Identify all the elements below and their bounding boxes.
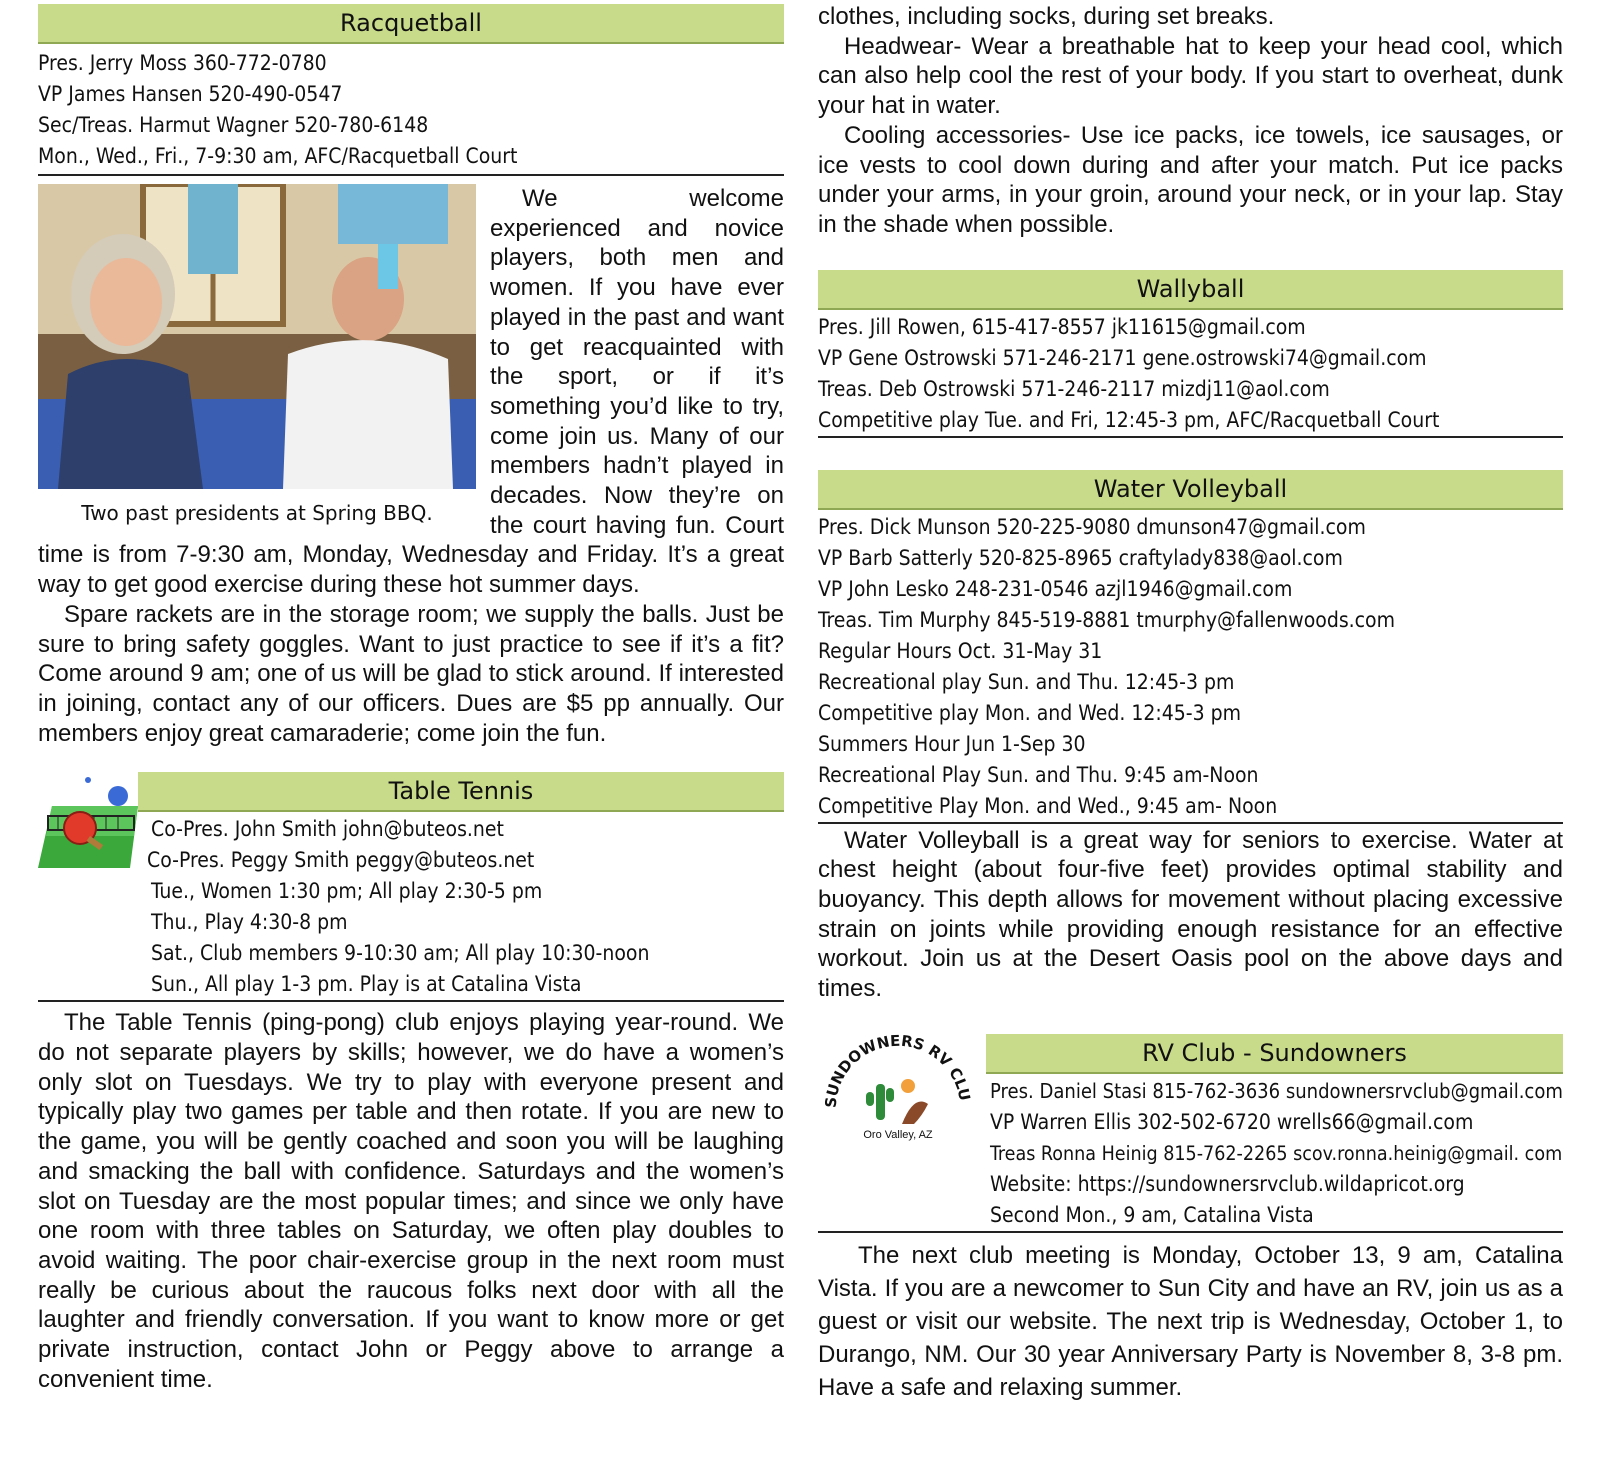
- ping-pong-icon: [38, 776, 138, 872]
- photo-caption: Two past presidents at Spring BBQ.: [81, 501, 433, 525]
- info-line: VP Gene Ostrowski 571-246-2171 gene.ostrowski74@gmail.com: [818, 345, 1427, 370]
- info-line: Competitive Play Mon. and Wed., 9:45 am- Noon: [818, 793, 1278, 818]
- info-line: Sun., All play 1-3 pm. Play is at Catalina Vista: [151, 972, 582, 997]
- wallyball-info: [818, 310, 1563, 438]
- officer-line: VP James Hansen 520-490-0547: [38, 82, 343, 106]
- table-tennis-paragraph: The Table Tennis (ping-pong) club enjoys playing year-round. We do not separate players by skills; however, we do have a women’s only slot on Tuesdays. We try to play with everyone present and typically play two games per table and then rotate. If you are new to the game, you will be gently coached and soon you will be laughing and smacking the ball with confidence. Saturdays and the women’s slot on Tuesday are the most popular times; and since we only have one room with three tables on Saturday, we often play doubles to avoid waiting. The poor chair-exercise group in the next room must really be curious about the raucous folks next door with all the laughter and friendly conversation. If you want to know more or get private instruction, contact John or Peggy above to arrange a convenient time.: [38, 1009, 784, 1393]
- info-line: Summers Hour Jun 1-Sep 30: [818, 731, 1086, 756]
- continued-paragraph: Cooling accessories- Use ice packs, ice towels, ice sausages, or ice vests to cool down during and after your match. Put ice packs under your arms, in your groin, around your neck, or in your lap. Stay in the shade when possible.: [818, 121, 1563, 238]
- racquetball-photo-block: [38, 184, 476, 524]
- logo-subtitle: Oro Valley, AZ: [863, 1128, 933, 1141]
- racquetball-paragraph: We welcome experienced and novice players, both men and women. If you have ever played in the past and want to get reacquainted with the sport, or if it’s something you’d like to try, come join us. Many of our members hadn’t played in decades. Now they’re on the court having fun. Court time is from 7-9:30 am, Monday, Wednesday and Friday. It’s a great way to get good exercise during these hot summer days.: [38, 185, 784, 599]
- rv-club-header: RV Club - Sundowners: [986, 1034, 1563, 1074]
- officer-line: Pres. Jerry Moss 360-772-0780: [38, 51, 327, 75]
- table-tennis-header: Table Tennis: [138, 772, 784, 812]
- info-line: Competitive play Tue. and Fri, 12:45-3 pm, AFC/Racquetball Court: [818, 407, 1440, 432]
- table-tennis-body: [38, 1008, 784, 1394]
- rv-club-paragraph: The next club meeting is Monday, October 13, 9 am, Catalina Vista. If you are a newcomer to Sun City and have an RV, join us as a guest or visit our website. The next trip is Wednesday, October 1, to Durango, NM. Our 30 year Anniversary Party is November 8, 3-8 pm. Have a safe and relaxing summer.: [818, 1241, 1563, 1401]
- info-line: Recreational Play Sun. and Thu. 9:45 am-Noon: [818, 762, 1259, 787]
- table-tennis-section: [38, 772, 784, 1394]
- left-column: [38, 0, 784, 1395]
- racquetball-officers: [38, 44, 784, 176]
- bbq-photo: [38, 184, 476, 489]
- info-line: Regular Hours Oct. 31-May 31: [818, 638, 1103, 663]
- officer-line: Sec/Treas. Harmut Wagner 520-780-6148: [38, 113, 429, 137]
- info-line: Pres. Daniel Stasi 815-762-3636 sundownersrvclub@gmail.com: [990, 1078, 1563, 1103]
- right-column: [818, 0, 1563, 1404]
- racquetball-body: [38, 184, 784, 748]
- info-line: VP Warren Ellis 302-502-6720 wrells66@gmail.com: [990, 1109, 1474, 1134]
- info-line: Pres. Dick Munson 520-225-9080 dmunson47@gmail.com: [818, 514, 1366, 539]
- continued-article: [818, 2, 1563, 240]
- info-line: Treas. Deb Ostrowski 571-246-2117 mizdj11@aol.com: [818, 376, 1330, 401]
- continued-paragraph: clothes, including socks, during set breaks.: [818, 3, 1275, 30]
- rv-club-section: [818, 1034, 1563, 1404]
- water-volleyball-header: Water Volleyball: [818, 470, 1563, 510]
- water-volleyball-info: [818, 510, 1563, 824]
- svg-text:SUNDOWNERS RV CLUB: [818, 1034, 974, 1108]
- info-line: Sat., Club members 9-10:30 am; All play 10:30-noon: [151, 941, 650, 966]
- water-volleyball-section: [818, 470, 1563, 1004]
- info-line: Competitive play Mon. and Wed. 12:45-3 pm: [818, 700, 1242, 725]
- table-tennis-info: [38, 812, 784, 1002]
- info-line: Treas. Tim Murphy 845-519-8881 tmurphy@fallenwoods.com: [818, 607, 1396, 632]
- water-volleyball-body: [818, 826, 1563, 1004]
- info-line: Recreational play Sun. and Thu. 12:45-3 pm: [818, 669, 1235, 694]
- logo-text: SUNDOWNERS RV CLU: [821, 1033, 974, 1109]
- info-line: VP Barb Satterly 520-825-8965 craftylady838@aol.com: [818, 545, 1343, 570]
- racquetball-header: Racquetball: [38, 4, 784, 44]
- info-line: Thu., Play 4:30-8 pm: [151, 910, 348, 935]
- wallyball-section: [818, 270, 1563, 438]
- info-line: Co-Pres. John Smith john@buteos.net: [151, 817, 504, 842]
- schedule-line: Mon., Wed., Fri., 7-9:30 am, AFC/Racquetball Court: [38, 144, 518, 168]
- info-line: Website: https://sundownersrvclub.wildapricot.org: [990, 1171, 1465, 1196]
- wallyball-header: Wallyball: [818, 270, 1563, 310]
- info-line: Pres. Jill Rowen, 615-417-8557 jk11615@gmail.com: [818, 314, 1306, 339]
- continued-paragraph: Headwear- Wear a breathable hat to keep your head cool, which can also help cool the rest of your body. If you start to overheat, dunk your hat in water.: [818, 32, 1563, 120]
- info-line: Tue., Women 1:30 pm; All play 2:30-5 pm: [151, 879, 543, 904]
- info-line: Second Mon., 9 am, Catalina Vista: [990, 1202, 1314, 1227]
- sundowners-logo: [818, 1034, 978, 1144]
- info-line: Co-Pres. Peggy Smith peggy@buteos.net: [147, 848, 535, 873]
- rv-club-body: [818, 1239, 1563, 1404]
- info-line: VP John Lesko 248-231-0546 azjl1946@gmail.com: [818, 576, 1293, 601]
- water-volleyball-paragraph: Water Volleyball is a great way for seniors to exercise. Water at chest height (about four-five feet) provides optimal stability and buoyancy. This depth allows for movement without placing excessive strain on joints while providing enough resistance for an effective workout. Join us at the Desert Oasis pool on the above days and times.: [818, 826, 1563, 1003]
- racquetball-paragraph: Spare rackets are in the storage room; we supply the balls. Just be sure to bring safety goggles. Want to just practice to see if it’s a fit? Come around 9 am; one of us will be glad to stick around. If interested in joining, contact any of our officers. Dues are $5 pp annually. Our members enjoy great camaraderie; come join the fun.: [38, 600, 784, 747]
- info-line: Treas Ronna Heinig 815-762-2265 scov.ronna.heinig@gmail. com: [990, 1141, 1563, 1165]
